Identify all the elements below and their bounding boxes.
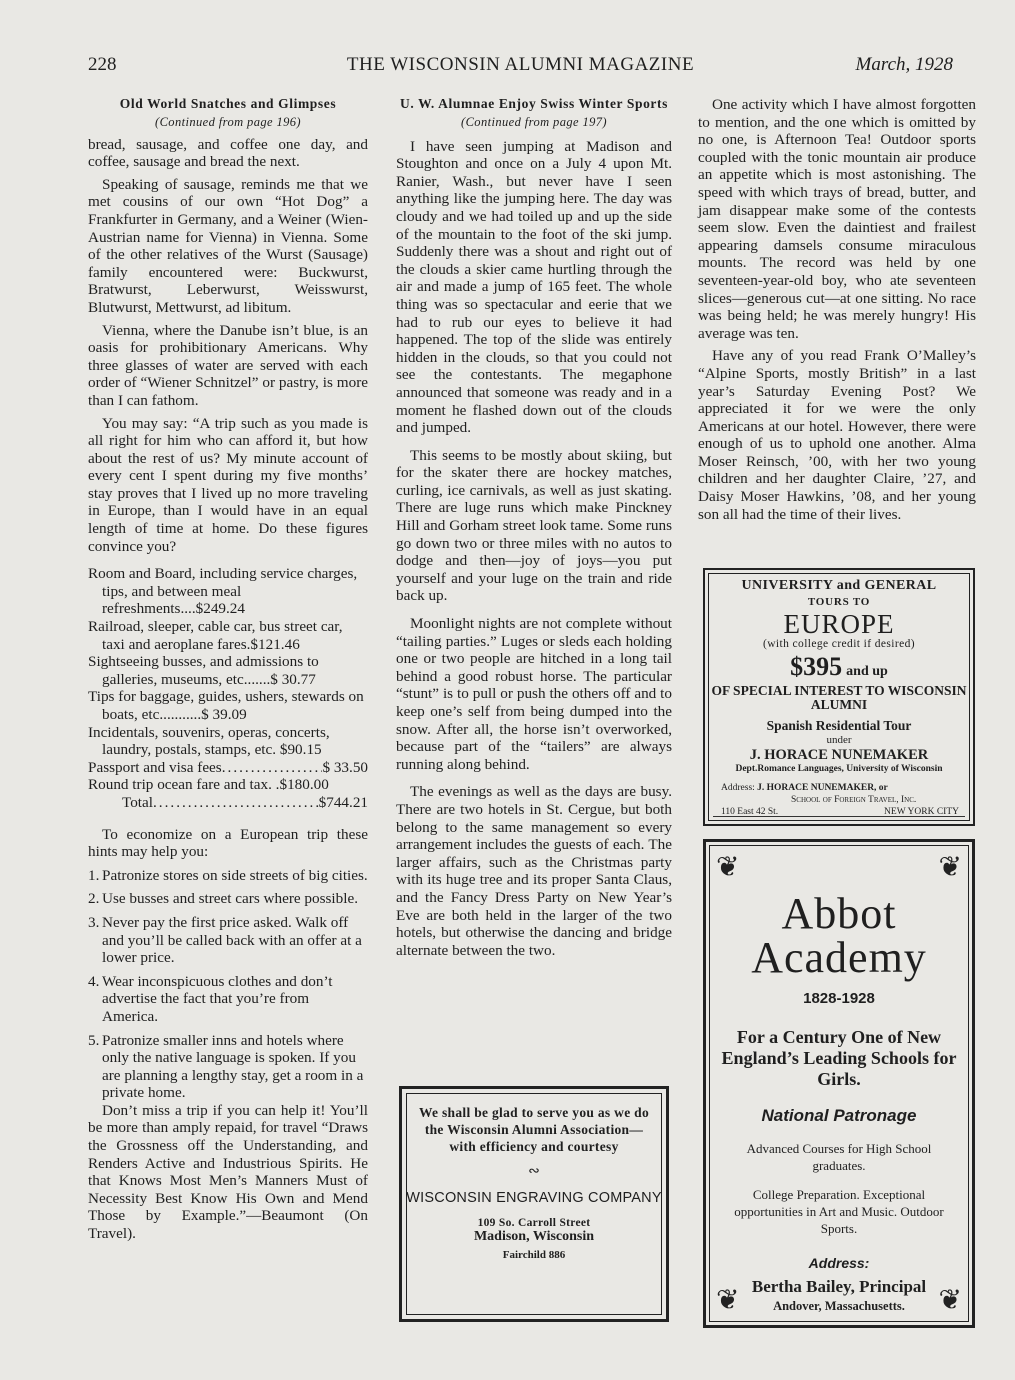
total-label: Total [122,793,153,811]
continued-note: (Continued from page 197) [461,115,607,129]
corner-ornament-icon: ❦ [938,852,962,883]
expense-list [88,565,368,811]
expense-item [88,724,368,759]
ad-subheading: TOURS TO [807,596,871,608]
school-years: 1828-1928 [803,990,875,1007]
hints-section [88,826,368,1102]
school-patronage: National Patronage [761,1106,917,1125]
ad-message: We shall be glad to serve you as we do the Wisconsin Alumni Association—with efficiency and courtesy [418,1105,650,1154]
ad-address: Address: J. HORACE NUNEMAKER, or School of Foreign Travel, Inc. 110 East 42 St. NEW YORK CITY [721,783,959,817]
article-title: Old World Snatches and Glimpses [119,96,337,111]
closing-paragraph: Don’t miss a trip if you can help it! You’ll be more than amply repaid, for travel “Draws the Grossness off the Understanding, and Renders Active and Industrious Spirits. He that Knows Most Men’s Manners Must of Necessity Best Know His Own and Mend Those by Example.”—Beaumont (On Travel). [88,1101,368,1243]
hint-item: 2. Use busses and street cars where possible. [88,890,359,908]
price-suffix: and up [846,664,888,679]
divider [713,816,965,817]
column-right [698,96,976,523]
ad-border [709,845,969,1322]
expense-item: Room and Board, including service charges, tips, and between meal refreshments....$249.24 [88,565,358,618]
expense-amount: $90.15 [279,741,322,759]
total-amount: $744.21 [318,793,368,811]
ad-heading: UNIVERSITY and GENERAL [741,578,937,593]
hint-item: 1. Patronize stores on side streets of big cities. [88,866,368,884]
hint-item: 5. Patronize smaller inns and hotels where only the native language is spoken. If you are planning a lengthy stay, get a room in a private home. [88,1031,364,1102]
ad-wisconsin-engraving [399,1086,669,1322]
continued-note: (Continued from page 196) [155,115,301,129]
school-name: Abbot Academy [751,889,927,982]
article-title: U. W. Alumnae Enjoy Swiss Winter Sports [400,96,668,111]
hint-item: 3. Never pay the first price asked. Walk off and you’ll be called back with an offer at a lower price. [88,913,362,967]
expense-label: Tips for baggage, guides, ushers, stewards on boats, etc. [88,688,364,723]
school-location: Andover, Massachusetts. [773,1299,905,1313]
ad-interest: OF SPECIAL INTEREST TO WISCONSIN ALUMNI [711,683,967,712]
ad-europe-tours [703,568,975,826]
paragraph: bread, sausage, and coffee one day, and coffee, sausage and bread the next. [88,135,368,171]
expense-item: Tips for baggage, guides, ushers, stewards on boats, etc...........$ 39.09 [88,688,364,723]
paragraph: Moonlight nights are not complete without “tailing parties.” Luges or sleds each holding one or two people are hitched in a long tail behind a good robust horse. The particular “stunt” is to pull or push the others off and to keep one’s self from being dumped into the snow. After all, the horse isn’t overworked, because part of the “tailers” are always running along behind. [396,615,672,773]
column-left [88,96,368,1243]
hints-intro: To economize on a European trip these hints may help you: [88,825,368,861]
company-city: Madison, Wisconsin [473,1229,595,1244]
paragraph: Speaking of sausage, reminds me that we met cousins of our own “Hot Dog” a Frankfurter in Germany, and a Weiner (Wien-Austrian name for Vienna) in Vienna. Some of the other relatives of the Wurst (Sausage) family encountered were: Buckwurst, Bratwurst, Leberwurst, Weisswurst, Blutwurst, Mettwurst, ad libitum. [88,175,368,316]
expense-item [88,618,368,653]
school-prep: College Preparation. Exceptional opportunities in Art and Music. Outdoor Sports. [734,1187,944,1236]
company-phone: Fairchild 886 [502,1249,566,1261]
ad-organizer: J. HORACE NUNEMAKER [749,747,929,763]
expense-item [88,759,368,777]
ad-credit-note: (with college credit if desired) [762,638,916,650]
issue-date: March, 1928 [855,54,953,75]
column-middle [396,96,672,959]
corner-ornament-icon: ❦ [938,1285,962,1316]
corner-ornament-icon: ❦ [716,1285,740,1316]
magazine-title: THE WISCONSIN ALUMNI MAGAZINE [346,54,695,75]
corner-ornament-icon: ❦ [716,852,740,883]
ornament-icon: ∾ [528,1164,540,1179]
ad-abbot-academy [703,839,975,1328]
company-name: WISCONSIN ENGRAVING COMPANY [406,1190,662,1206]
paragraph: The evenings as well as the days are busy. There are two hotels in St. Cergue, but both belong to the same management so every arrangement includes the guests of each. The larger affairs, such as the Christmas party with its huge tree and its proper Santa Claus, and the Fancy Dress Party on New Year’s Eve are both held in the larger of the two hotels, but otherwise the dancing and bridge alternate between the two. [396,783,672,959]
expense-label: Railroad, sleeper, cable car, bus street car, taxi and aeroplane fares. [88,618,343,653]
ad-under: under [826,734,852,746]
expense-item: Sightseeing busses, and admissions to galleries, museums, etc.......$ 30.77 [88,653,319,688]
school-courses: Advanced Courses for High School graduates. [746,1141,932,1173]
ad-border [406,1093,662,1315]
paragraph: This seems to be mostly about skiing, but for the skater there are hockey matches, curling, ice carnivals, as well as just skating. There are luge runs which make Pinckney Hill and Gorham street look tame. Some runs go down two or three miles with no autos to dodge and then—joy of joys—you put yourself and your luge on the train and ride back up. [396,446,672,605]
expense-label: Sightseeing busses, and admissions to galleries, museums, etc. [88,653,319,688]
expense-amount: $121.46 [250,635,300,653]
page-header [88,54,953,78]
expense-label: Incidentals, souvenirs, operas, concerts, laundry, postals, stamps, etc. [88,723,330,759]
expense-item: Round trip ocean fare and tax . . $180.00 [88,776,329,794]
address-label: Address: [808,1255,870,1271]
paragraph: Vienna, where the Danube isn’t blue, is an oasis for prohibitionary Americans. Why three glasses of water are served with each order of “Wiener Schnitzel” or pastry, is more than I can fathom. [88,321,368,409]
ad-tour-name: Spanish Residential Tour [766,718,912,733]
expense-total [88,794,368,812]
expense-amount: $249.24 [195,600,245,618]
paragraph: One activity which I have almost forgotten to mention, and the one which is omitted by no one, is Afternoon Tea! Outdoor sports coupled with the tonic mountain air produce an appetite which is most astonishing. The speed with which trays of bread, butter, and jam disappear make some of the contests seem slow. Even the daintiest and frailest appearing damsels consume miraculous mounts. The record was held by one seventeen-year-old boy, who ate seventeen slices—generous cut—at one sitting. No race was being held; he was merely hungry! His average was ten. [698,96,976,342]
expense-amount: $ 39.09 [201,706,247,723]
school-tagline: For a Century One of New England’s Leading Schools for Girls. [721,1027,957,1089]
page-number: 228 [88,54,117,75]
expense-amount: $ 33.50 [322,758,368,776]
price-value: $395 [790,652,843,681]
expense-label: Room and Board, including service charges, tips, and between meal refreshments [88,565,358,618]
paragraph: Have any of you read Frank O’Malley’s “Alpine Sports, mostly British” in a last year’s Saturday Evening Post? We appreciated it for we were the only Americans at our hotel. However, there were enough of us to uphold one another. Alma Moser Reinsch, ’00, with her two young children and her daughter Claire, ’27, and Daisy Moser Hawkins, ’08, and her young son all had the time of their lives. [698,347,976,523]
paragraph: I have seen jumping at Madison and Stoughton and once on a July 4 upon Mt. Ranier, Wash., but never have I seen anything like the jumping here. The day was cloudy and we had toiled up and up the side of the mountain to the foot of the ski jump. Suddenly there was a shout and right out of the clouds a skier came hurtling through the air and made a jump of 165 feet. The whole thing was so spectacular and eerie that we had to rub our eyes to believe it had happened. The top of the slide was entirely hidden in the clouds, so that you could not see the contestants. The megaphone announced that someone was ready and in a moment he flashed down out of the clouds and jumped. [396,137,672,437]
ad-department: Dept.Romance Languages, University of Wisconsin [735,764,943,774]
paragraph: You may say: “A trip such as you made is all right for him who can afford it, but how about the rest of us? My minute account of every cent I spent during my five months’ stay proves that I lived up no more traveling in Europe, than I would have in an equal length of time at home. Do these figures convince you? [88,414,368,555]
expense-label: Passport and visa fees [88,758,222,776]
expense-amount: $180.00 [279,776,329,794]
expense-label: Round trip ocean fare and tax [88,776,269,794]
hint-item: 4. Wear inconspicuous clothes and don’t advertise the fact that you’re from America. [88,972,333,1025]
expense-amount: $ 30.77 [270,670,316,688]
ad-destination: EUROPE [783,609,895,639]
principal-name: Bertha Bailey, Principal [751,1277,927,1296]
company-street: 109 So. Carroll Street [477,1217,591,1229]
